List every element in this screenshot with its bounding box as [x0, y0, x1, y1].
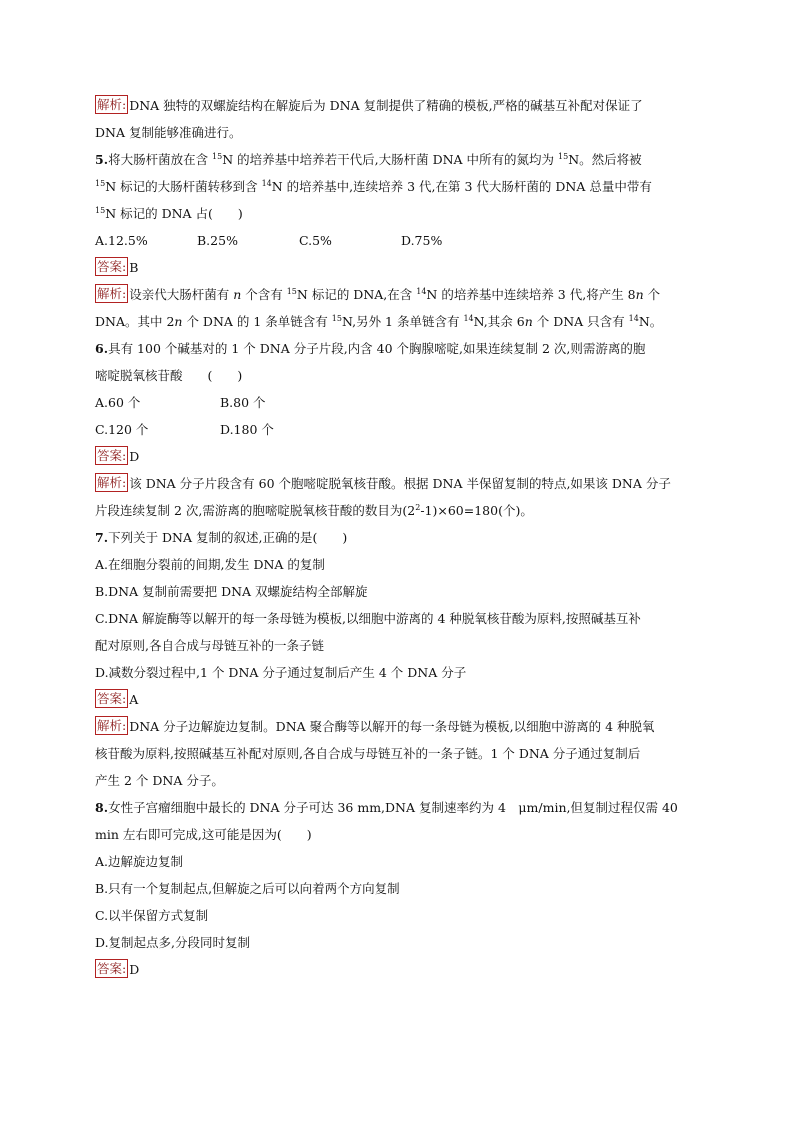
- q6-analysis-line-1: 解析: 该 DNA 分子片段含有 60 个胞嘧啶脱氧核苷酸。根据 DNA 半保留复制的特点,如果该 DNA 分子: [97, 475, 671, 491]
- q7-option-b: B.DNA 复制前需要把 DNA 双螺旋结构全部解旋: [95, 584, 368, 599]
- q8-stem-line-1: 8.女性子宫瘤细胞中最长的 DNA 分子可达 36 mm,DNA 复制速率约为 4 μm/min,但复制过程仅需 40: [95, 800, 678, 815]
- q7-analysis-line-1: 解析: DNA 分子边解旋边复制。DNA 聚合酶等以解开的每一条母链为模板,以细胞中游离的 4 种脱氧: [97, 718, 655, 734]
- q7-option-c-line-2: 配对原则,各自合成与母链互补的一条子链: [95, 638, 324, 653]
- q6-options-row-2: [95, 416, 705, 443]
- q6-stem-line-1: 6.具有 100 个碱基对的 1 个 DNA 分子片段,内含 40 个胸腺嘧啶,如果连续复制 2 次,则需游离的胞: [95, 341, 646, 356]
- q8-option-a: A.边解旋边复制: [95, 854, 184, 869]
- q8-stem-line-2: min 左右即可完成,这可能是因为( ): [95, 827, 312, 842]
- q7-option-d: D.减数分裂过程中,1 个 DNA 分子通过复制后产生 4 个 DNA 分子: [95, 665, 467, 680]
- q6-analysis-line-2: 片段连续复制 2 次,需游离的胞嘧啶脱氧核苷酸的数目为$(2^2-1)\times 60=180$(个)。: [95, 502, 533, 518]
- option-d: D.180 个: [220, 422, 274, 437]
- q8-option-b: B.只有一个复制起点,但解旋之后可以向着两个方向复制: [95, 881, 400, 896]
- option-c: C.5%: [299, 233, 332, 248]
- q6-stem-line-2: 嘧啶脱氧核苷酸 ( ): [95, 368, 243, 383]
- q5-analysis-line-1: 解析: 设亲代大肠杆菌有 n 个含有 $^{15}$N 标记的 DNA,在含 $^{14}$N 的培养基中连续培养 3 代,将产生 8n 个: [97, 286, 661, 302]
- q6-options-row-1: [95, 389, 705, 416]
- question-number: 5.: [95, 152, 109, 167]
- answer-tag: 答案:: [97, 448, 127, 463]
- q5-options: [95, 227, 705, 254]
- option-d: D.75%: [401, 233, 443, 248]
- question-number: 6.: [95, 341, 109, 356]
- option-b: B.25%: [197, 233, 238, 248]
- q4-analysis-line-2: DNA 复制能够准确进行。: [95, 125, 242, 140]
- answer-tag: 答案:: [97, 259, 127, 274]
- analysis-tag: 解析:: [97, 97, 127, 112]
- q7-option-c-line-1: C.DNA 解旋酶等以解开的每一条母链为模板,以细胞中游离的 4 种脱氧核苷酸为原料,按照碱基互补: [95, 611, 641, 626]
- q7-answer: 答案: A: [97, 691, 139, 707]
- question-number: 8.: [95, 800, 109, 815]
- answer-tag: 答案:: [97, 691, 127, 706]
- q5-stem-line-2: $^{15}$N 标记的大肠杆菌转移到含 $^{14}$N 的培养基中,连续培养 3 代,在第 3 代大肠杆菌的 DNA 总量中带有: [95, 178, 652, 194]
- option-a: A.12.5%: [95, 233, 148, 248]
- q5-answer: 答案: B: [97, 259, 139, 275]
- q8-option-d: D.复制起点多,分段同时复制: [95, 935, 251, 950]
- option-a: A.60 个: [95, 395, 141, 410]
- q8-answer: 答案: D: [97, 961, 140, 977]
- q5-stem-line-3: $^{15}$N 标记的 DNA 占( ): [95, 205, 243, 221]
- q7-option-a: A.在细胞分裂前的间期,发生 DNA 的复制: [95, 557, 325, 572]
- analysis-tag: 解析:: [97, 286, 127, 301]
- option-c: C.120 个: [95, 422, 149, 437]
- q8-option-c: C.以半保留方式复制: [95, 908, 209, 923]
- analysis-tag: 解析:: [97, 475, 127, 490]
- answer-tag: 答案:: [97, 961, 127, 976]
- document-page: [95, 92, 705, 983]
- q5-stem-line-1: 5.将大肠杆菌放在含 $^{15}$N 的培养基中培养若干代后,大肠杆菌 DNA 中所有的氮均为 $^{15}$N。然后将被: [95, 151, 642, 167]
- q7-stem: 7.下列关于 DNA 复制的叙述,正确的是( ): [95, 530, 348, 545]
- question-number: 7.: [95, 530, 109, 545]
- option-b: B.80 个: [220, 395, 266, 410]
- analysis-tag: 解析:: [97, 718, 127, 733]
- q4-analysis-line-1: 解析: DNA 独特的双螺旋结构在解旋后为 DNA 复制提供了精确的模板,严格的碱基互补配对保证了: [97, 97, 643, 113]
- q6-answer: 答案: D: [97, 448, 140, 464]
- q7-analysis-line-2: 核苷酸为原料,按照碱基互补配对原则,各自合成与母链互补的一条子链。1 个 DNA 分子通过复制后: [95, 746, 641, 761]
- q5-analysis-line-2: DNA。其中 2n 个 DNA 的 1 条单链含有 $^{15}$N,另外 1 条单链含有 $^{14}$N,其余 6n 个 DNA 只含有 $^{14}$N。: [95, 313, 663, 329]
- q7-analysis-line-3: 产生 2 个 DNA 分子。: [95, 773, 224, 788]
